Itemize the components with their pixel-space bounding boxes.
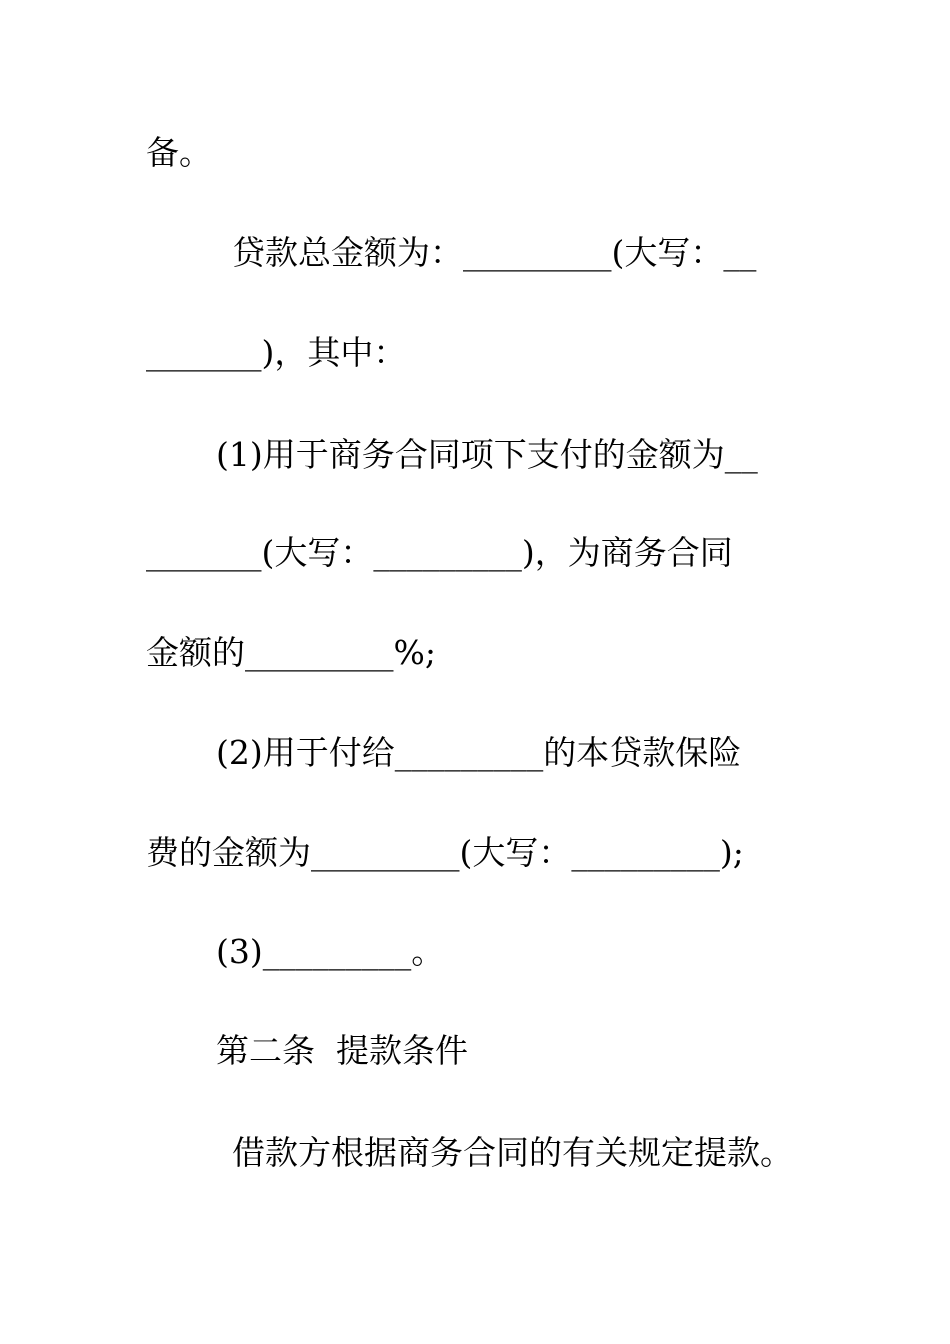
section-heading: 第二条 提款条件 [216,1031,468,1070]
text-line-item-3: (3)_________。 [216,932,445,971]
text-line-item-1: (1)用于商务合同项下支付的金额为__ [216,435,758,474]
text-line-item-2: (2)用于付给_________的本贷款保险 [216,733,742,772]
text-line-item-1-percent: 金额的_________%; [146,633,436,672]
text-line-continuation: 备。 [146,133,212,172]
text-line-item-1-cont: _______(大写：_________)，为商务合同 [146,533,733,572]
text-line-item-2-cont: 费的金额为_________(大写：_________); [146,833,744,872]
text-line-total-amount-cont: _______)，其中： [146,333,407,372]
text-line-total-amount: 贷款总金额为：_________(大写：__ [232,233,757,272]
text-line-withdrawal: 借款方根据商务合同的有关规定提款。 [232,1133,793,1172]
